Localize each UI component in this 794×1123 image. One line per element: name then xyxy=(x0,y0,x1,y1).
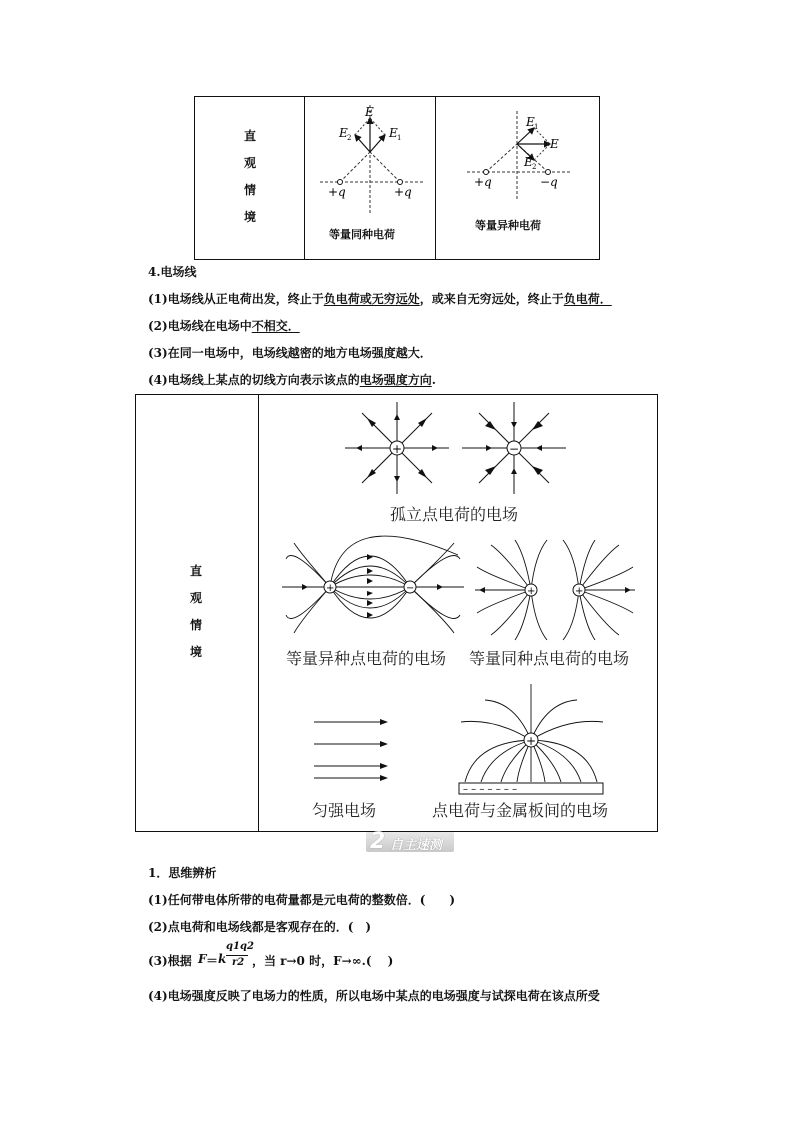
svg-text:+: + xyxy=(526,734,537,748)
svg-text:+: + xyxy=(392,442,403,456)
field-line-item-4: (4)电场线上某点的切线方向表示该点的电场强度方向. xyxy=(148,373,436,387)
section-banner xyxy=(366,829,454,854)
same-charge-vector-diagram xyxy=(315,100,425,218)
quiz-question-2: (2)点电荷和电场线都是客观存在的．( ) xyxy=(148,920,372,934)
row-label-char: 境 xyxy=(244,210,257,224)
formula-numerator: q1q2 xyxy=(226,941,254,952)
svg-text:+: + xyxy=(326,583,335,594)
row-label-char: 观 xyxy=(244,156,257,170)
row-label-char: 情 xyxy=(190,618,203,632)
svg-text:E: E xyxy=(389,126,398,140)
svg-text:+: + xyxy=(575,586,584,597)
svg-text:2: 2 xyxy=(347,134,352,142)
quiz-heading: 1．思维辨析 xyxy=(148,866,217,880)
svg-text:2: 2 xyxy=(532,163,537,171)
caption-uniform: 匀强电场 xyxy=(312,801,377,820)
field-line-item-3: (3)在同一电场中，电场线越密的地方电场强度越大． xyxy=(148,346,432,360)
quiz-question-4: (4)电场强度反映了电场力的性质，所以电场中某点的电场强度与试探电荷在该点所受 xyxy=(148,989,600,1003)
positive-charge-field xyxy=(345,402,449,494)
negative-charge-field xyxy=(462,402,566,494)
same-pair-field-diagram xyxy=(475,535,635,645)
point-plate-field-diagram xyxy=(455,682,615,798)
opposite-charge-vector-diagram xyxy=(462,106,572,202)
uniform-field-diagram xyxy=(312,714,392,784)
field-line-item-2: (2)电场线在电场中不相交． xyxy=(148,319,300,333)
banner-number: 2 xyxy=(370,829,386,854)
caption-opposite-charge: 等量异种电荷 xyxy=(475,219,541,232)
svg-text:E: E xyxy=(550,137,559,151)
formula-denominator: r2 xyxy=(232,957,245,968)
banner-title: 自主速测 xyxy=(390,838,443,853)
svg-text:E: E xyxy=(339,126,348,140)
svg-text:+: + xyxy=(527,586,536,597)
fraction-bar xyxy=(226,955,248,956)
svg-text:−: − xyxy=(509,442,520,456)
caption-same: 等量同种点电荷的电场 xyxy=(469,649,630,668)
svg-text:E: E xyxy=(526,115,535,129)
label-E: E xyxy=(365,105,374,119)
svg-text:1: 1 xyxy=(534,123,539,131)
isolated-charge-diagram xyxy=(340,398,580,498)
svg-text:+q: +q xyxy=(394,185,412,199)
svg-text:1: 1 xyxy=(397,134,402,142)
svg-text:−: − xyxy=(406,583,415,594)
svg-text:−q: −q xyxy=(540,175,558,189)
caption-plate: 点电荷与金属板间的电场 xyxy=(432,801,609,820)
row-label-char: 情 xyxy=(244,183,257,197)
field-line-item-1: (1)电场线从正电荷出发，终止于负电荷或无穷远处，或来自无穷远处，终止于负电荷． xyxy=(148,292,612,306)
svg-text:E: E xyxy=(524,155,533,169)
row-label-char: 境 xyxy=(190,645,203,659)
row-label-char: 直 xyxy=(244,129,257,143)
section-heading: 4.电场线 xyxy=(148,265,197,279)
caption-opposite: 等量异种点电荷的电场 xyxy=(286,649,447,668)
caption-isolated: 孤立点电荷的电场 xyxy=(390,505,519,524)
svg-text:+q: +q xyxy=(328,185,346,199)
quiz-question-1: (1)任何带电体所带的电荷量都是元电荷的整数倍．( ) xyxy=(148,893,456,907)
table1-col-line-a xyxy=(304,96,305,260)
opposite-pair-field-diagram xyxy=(282,535,464,645)
table2-col-line xyxy=(258,394,259,832)
svg-text:– – – – – – –: – – – – – – – xyxy=(463,784,518,795)
row-label-char: 直 xyxy=(190,564,203,578)
table1-col-line-b xyxy=(435,96,436,260)
row-label-char: 观 xyxy=(190,591,203,605)
svg-text:+q: +q xyxy=(474,175,492,189)
caption-same-charge: 等量同种电荷 xyxy=(329,228,395,241)
